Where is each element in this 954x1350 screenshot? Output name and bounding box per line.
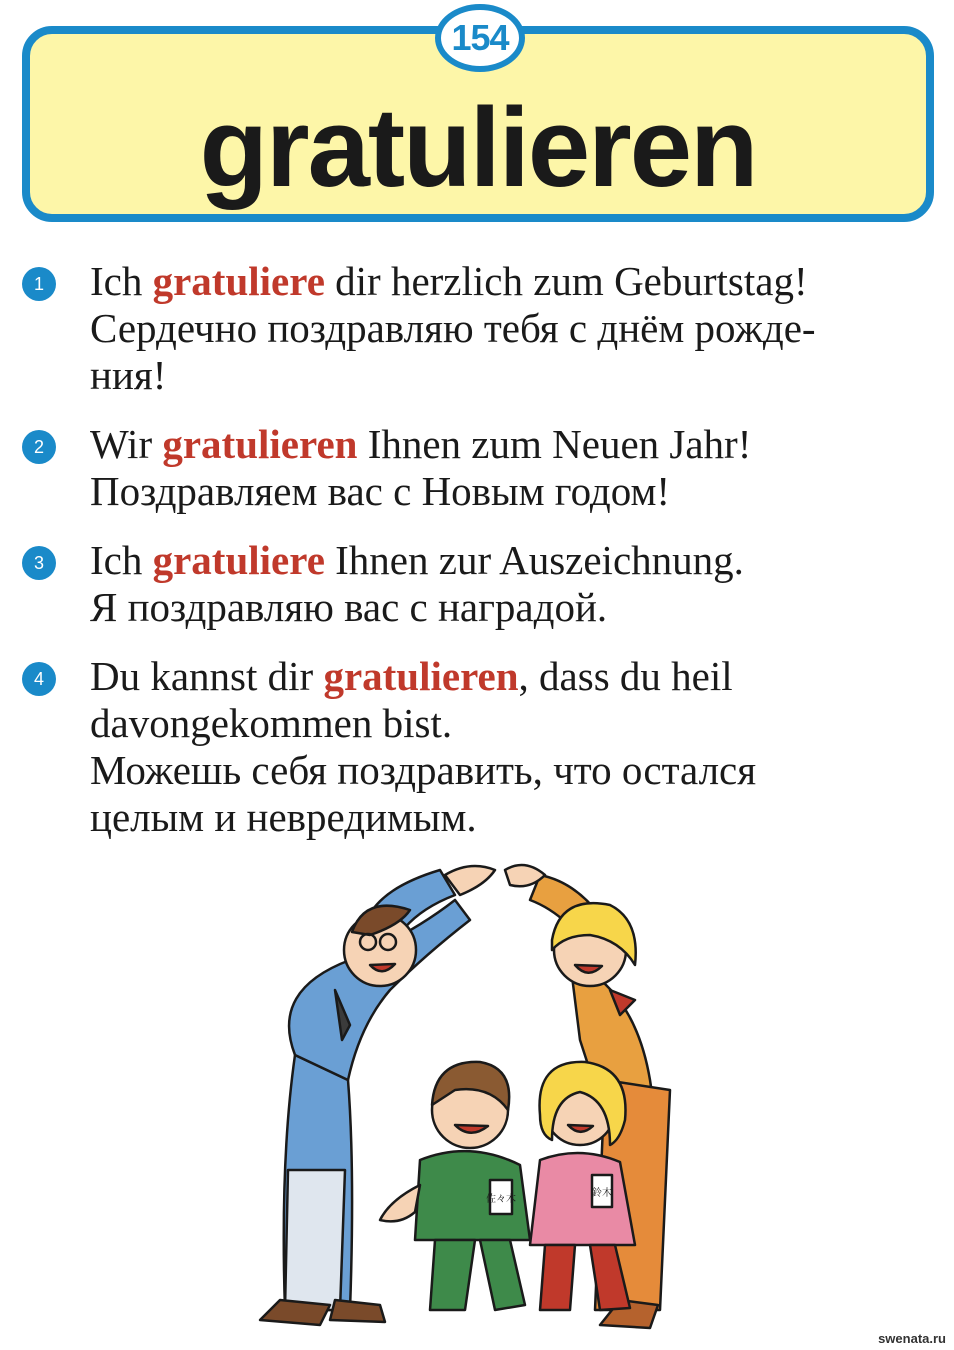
bullet-4: 4: [22, 662, 56, 696]
german-sentence: [90, 653, 930, 700]
russian-translation: Я поздравляю вас с наградой.: [90, 584, 608, 630]
example-2: [0, 421, 954, 515]
german-text: Ich: [90, 537, 153, 583]
example-1: [0, 258, 954, 399]
russian-translation: Сердечно поздравляю тебя с днём рожде-: [90, 305, 816, 351]
keyword-highlight: gratulieren: [162, 421, 358, 467]
german-sentence: [90, 537, 930, 584]
german-sentence: [90, 421, 930, 468]
german-text: Ihnen zum Neuen Jahr!: [357, 421, 752, 467]
bullet-2: 2: [22, 430, 56, 464]
example-3: [0, 537, 954, 631]
example-4: [0, 653, 954, 841]
family-congratulation-illustration: [240, 840, 720, 1340]
keyword-highlight: gratulieren: [323, 653, 519, 699]
german-sentence-continued: davongekommen bist.: [90, 700, 453, 746]
german-text: Ihnen zur Auszeichnung.: [324, 537, 744, 583]
boy-figure: [380, 1062, 530, 1310]
watermark: swenata.ru: [878, 1331, 946, 1346]
russian-translation: Поздравляем вас с Новым годом!: [90, 468, 671, 514]
examples-list: [0, 258, 954, 863]
german-sentence: [90, 258, 930, 305]
german-text: Du kannst dir: [90, 653, 324, 699]
german-text: , dass du heil: [518, 653, 733, 699]
headword-title: gratulieren: [199, 85, 757, 210]
bullet-3: 3: [22, 546, 56, 580]
russian-translation: Можешь себя поздравить, что остался: [90, 747, 757, 793]
russian-translation: целым и невредимым.: [90, 794, 477, 840]
german-text: Ich: [90, 258, 153, 304]
russian-translation: ния!: [90, 352, 167, 398]
girl-name-badge: 鈴木: [592, 1188, 612, 1199]
keyword-highlight: gratuliere: [152, 537, 325, 583]
bullet-1: 1: [22, 267, 56, 301]
entry-number-badge: 154: [435, 4, 525, 72]
german-text: Wir: [90, 421, 163, 467]
girl-figure: [530, 1062, 635, 1310]
keyword-highlight: gratuliere: [152, 258, 325, 304]
boy-name-badge: 佐々木: [486, 1194, 516, 1205]
german-text: dir herzlich zum Geburtstag!: [324, 258, 808, 304]
